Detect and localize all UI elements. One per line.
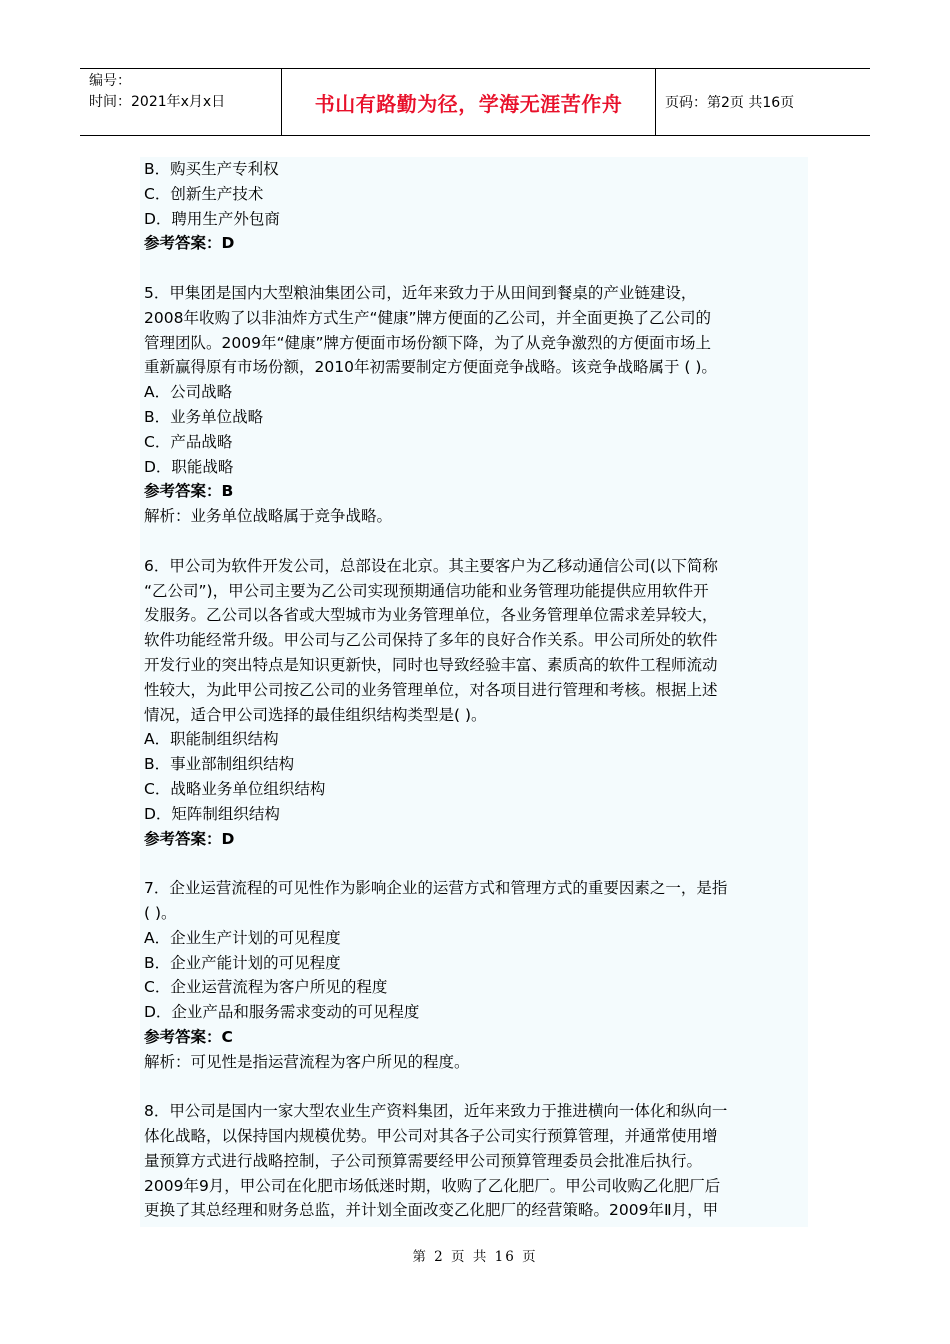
- text-line: 情况，适合甲公司选择的最佳组织结构类型是( )。: [144, 705, 487, 724]
- document-body: [140, 157, 808, 1227]
- text-line: 更换了其总经理和财务总监，并计划全面改变乙化肥厂的经营策略。2009年Ⅱ月，甲: [144, 1201, 719, 1220]
- text-line: 7．企业运营流程的可见性作为影响企业的运营方式和管理方式的重要因素之一，是指: [144, 879, 728, 898]
- text-line: B．业务单位战略: [144, 407, 264, 426]
- text-line: D．职能战略: [144, 457, 234, 476]
- text-line: “乙公司”)，甲公司主要为乙公司实现预期通信功能和业务管理功能提供应用软件开: [144, 581, 709, 600]
- text-line: C．创新生产技术: [144, 184, 264, 203]
- answer-line: 参考答案：B: [144, 482, 234, 501]
- text-line: 6．甲公司为软件开发公司，总部设在北京。其主要客户为乙移动通信公司(以下简称: [144, 556, 718, 575]
- header-motto: 书山有路勤为径，学海无涯苦作舟: [281, 69, 656, 135]
- page-footer: 第 2 页 共 16 页: [412, 1249, 538, 1265]
- page-header: [80, 68, 870, 136]
- text-line: D．聘用生产外包商: [144, 209, 280, 228]
- text-line: 解析：业务单位战略属于竞争战略。: [144, 507, 393, 526]
- text-line: A．企业生产计划的可见程度: [144, 928, 341, 947]
- text-line: 发服务。乙公司以各省或大型城市为业务管理单位，各业务管理单位需求差异较大，: [144, 606, 718, 625]
- text-line: 8．甲公司是国内一家大型农业生产资料集团，近年来致力于推进横向一体化和纵向一: [144, 1102, 728, 1121]
- paragraph-gap: [144, 529, 808, 554]
- text-line: 管理团队。2009年“健康”牌方便面市场份额下降，为了从竞争激烈的方便面市场上: [144, 333, 712, 352]
- text-line: B．企业产能计划的可见程度: [144, 953, 341, 972]
- text-line: C．战略业务单位组织结构: [144, 779, 326, 798]
- text-line: 2009年9月，甲公司在化肥市场低迷时期，收购了乙化肥厂。甲公司收购乙化肥厂后: [144, 1176, 721, 1195]
- header-meta: [80, 69, 281, 135]
- text-line: C．企业运营流程为客户所见的程度: [144, 978, 388, 997]
- paragraph-gap: [144, 851, 808, 876]
- text-line: A．职能制组织结构: [144, 730, 279, 749]
- text-line: 量预算方式进行战略控制，子公司预算需要经甲公司预算管理委员会批准后执行。: [144, 1151, 703, 1170]
- paragraph-gap: [144, 1074, 808, 1099]
- text-line: D．企业产品和服务需求变动的可见程度: [144, 1003, 420, 1022]
- text-line: 解析：可见性是指运营流程为客户所见的程度。: [144, 1052, 470, 1071]
- text-line: 重新赢得原有市场份额，2010年初需要制定方便面竞争战略。该竞争战略属于 ( )。: [144, 358, 717, 377]
- text-line: 软件功能经常升级。甲公司与乙公司保持了多年的良好合作关系。甲公司所处的软件: [144, 631, 718, 650]
- text-line: 2008年收购了以非油炸方式生产“健康”牌方便面的乙公司，并全面更换了乙公司的: [144, 308, 712, 327]
- text-line: B．购买生产专利权: [144, 160, 279, 178]
- text-line: D．矩阵制组织结构: [144, 804, 280, 823]
- text-line: ( )。: [144, 903, 177, 922]
- text-line: A．公司战略: [144, 383, 233, 402]
- text-line: 性较大，为此甲公司按乙公司的业务管理单位，对各项目进行管理和考核。根据上述: [144, 680, 718, 699]
- text-line: 开发行业的突出特点是知识更新快，同时也导致经验丰富、素质高的软件工程师流动: [144, 655, 718, 674]
- answer-line: 参考答案：D: [144, 829, 235, 848]
- header-page-info: 页码：第2页 共16页: [665, 95, 795, 111]
- document-number: 编号：: [89, 73, 131, 89]
- document-date: 时间：2021年x月x日: [89, 94, 226, 110]
- text-line: C．产品战略: [144, 432, 233, 451]
- paragraph-gap: [144, 256, 808, 281]
- text-line: B．事业部制组织结构: [144, 755, 295, 774]
- text-line: 5．甲集团是国内大型粮油集团公司，近年来致力于从田间到餐桌的产业链建设，: [144, 283, 697, 302]
- text-line: 体化战略，以保持国内规模优势。甲公司对其各子公司实行预算管理，并通常使用增: [144, 1127, 718, 1146]
- answer-line: 参考答案：C: [144, 1027, 233, 1046]
- answer-line: 参考答案：D: [144, 234, 235, 253]
